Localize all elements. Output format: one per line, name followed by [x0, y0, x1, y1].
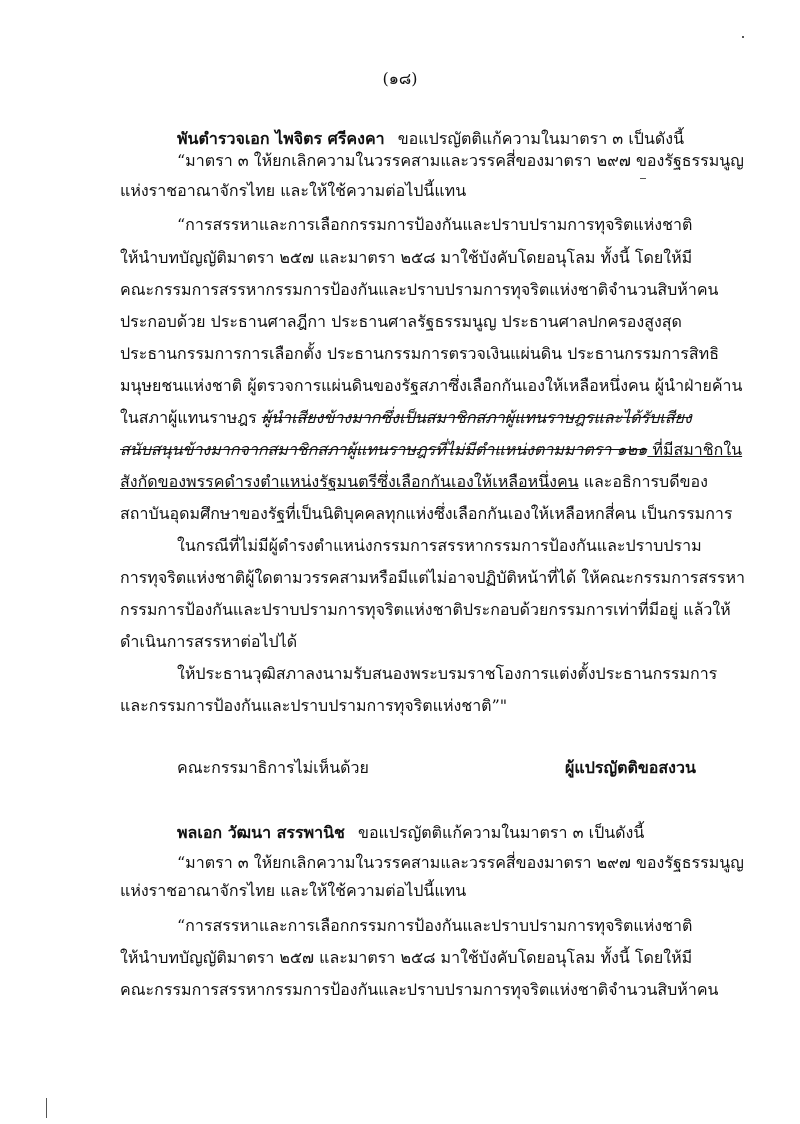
- reservation-note: ผู้แปรญัตติขอสงวน: [565, 758, 696, 777]
- section1-para2-line3: คณะกรรมการสรรหากรรมการป้องกันและปราบปรามการทุจริตแห่งชาติจำนวนสิบห้าคน: [120, 280, 719, 299]
- section1-para2-line7-plain: ในสภาผู้แทนราษฎร: [120, 408, 262, 427]
- section1-para2-line8-struck: สนับสนุนข้างมากจากสมาชิกสภาผู้แทนราษฎรที่ไม่มีตำแหน่งตามมาตรา ๑๒๑: [120, 440, 648, 459]
- section1-para2-line9-underlined: สังกัดของพรรคดำรงตำแหน่งรัฐมนตรีซึ่งเลือกกันเองให้เหลือหนึ่งคน: [120, 472, 579, 491]
- section1-speaker: พันตำรวจเอก ไพจิตร ศรีคงคา: [177, 129, 385, 148]
- section1-para3-line2: การทุจริตแห่งชาติผู้ใดตามวรรคสามหรือมีแต่ไม่อาจปฏิบัติหน้าที่ได้ ให้คณะกรรมการสรรหา: [120, 568, 745, 587]
- section1-intro: ขอแปรญัตติแก้ความในมาตรา ๓ เป็นดังนี้: [397, 129, 685, 148]
- section1-para2-line8-underlined: ที่มีสมาชิกใน: [647, 440, 743, 459]
- section1-para2-line7: [120, 407, 720, 429]
- page-number: (๑๘): [382, 69, 418, 88]
- scan-mark: [46, 1098, 47, 1118]
- section1-para2-line9: [120, 471, 720, 493]
- section1-para2-line10: สถาบันอุดมศึกษาของรัฐที่เป็นนิติบุคคลทุกแห่งซึ่งเลือกกันเองให้เหลือหกสี่คน เป็นกรรมการ: [120, 504, 733, 523]
- section2-para2-line1: “การสรรหาและการเลือกกรรมการป้องกันและปราบปรามการทุจริตแห่งชาติ: [177, 916, 693, 935]
- section2-para2-line2: ให้นำบทบัญญัติมาตรา ๒๕๗ และมาตรา ๒๕๘ มาใช้บังคับโดยอนุโลม ทั้งนี้ โดยให้มี: [120, 948, 693, 967]
- section1-para4-line1: ให้ประธานวุฒิสภาลงนามรับสนองพระบรมราชโองการแต่งตั้งประธานกรรมการ: [177, 664, 718, 683]
- section2-para1-line1: “มาตรา ๓ ให้ยกเลิกความในวรรคสามและวรรคสี่ของมาตรา ๒๙๗ ของรัฐธรรมนูญ: [177, 853, 744, 872]
- section2-para2-line3: คณะกรรมการสรรหากรรมการป้องกันและปราบปรามการทุจริตแห่งชาติจำนวนสิบห้าคน: [120, 980, 719, 999]
- section1-para4-line2: และกรรมการป้องกันและปราบปรามการทุจริตแห่งชาติ”": [120, 696, 508, 715]
- section2-header: [177, 822, 722, 844]
- section1-para2-line8: [120, 439, 743, 461]
- section1-para2-line5: ประธานกรรมการการเลือกตั้ง ประธานกรรมการตรวจเงินแผ่นดิน ประธานกรรมการสิทธิ: [120, 344, 719, 363]
- section1-para2-line2: ให้นำบทบัญญัติมาตรา ๒๕๗ และมาตรา ๒๕๘ มาใช้บังคับโดยอนุโลม ทั้งนี้ โดยให้มี: [120, 248, 693, 267]
- section1-header: [177, 128, 722, 150]
- section1-para2-line6: มนุษยชนแห่งชาติ ผู้ตรวจการแผ่นดินของรัฐสภาซึ่งเลือกกันเองให้เหลือหนึ่งคน ผู้นำฝ่ายค้าน: [120, 376, 743, 395]
- section1-para2-line1: “การสรรหาและการเลือกกรรมการป้องกันและปราบปรามการทุจริตแห่งชาติ: [177, 215, 693, 234]
- section1-para2-line7-struck: ผู้นำเสียงข้างมากซึ่งเป็นสมาชิกสภาผู้แทนราษฎรและได้รับเสียง: [261, 408, 692, 427]
- committee-opinion: คณะกรรมาธิการไม่เห็นด้วย: [177, 758, 369, 777]
- section2-intro: ขอแปรญัตติแก้ความในมาตรา ๓ เป็นดังนี้: [358, 823, 645, 842]
- scan-speck: [640, 178, 646, 179]
- section1-para3-line3: กรรมการป้องกันและปราบปรามการทุจริตแห่งชาติประกอบด้วยกรรมการเท่าที่มีอยู่ แล้วให้: [120, 600, 731, 619]
- section1-para1-line1: “มาตรา ๓ ให้ยกเลิกความในวรรคสามและวรรคสี่ของมาตรา ๒๙๗ ของรัฐธรรมนูญ: [177, 151, 744, 170]
- section1-para3-line4: ดำเนินการสรรหาต่อไปได้: [120, 632, 298, 651]
- section1-para2-line4: ประกอบด้วย ประธานศาลฎีกา ประธานศาลรัฐธรรมนูญ ประธานศาลปกครองสูงสุด: [120, 312, 682, 331]
- committee-row: [0, 757, 800, 781]
- scan-speck: [742, 36, 744, 38]
- section2-speaker: พลเอก วัฒนา สรรพานิช: [177, 823, 345, 842]
- section2-para1-line2: แห่งราชอาณาจักรไทย และให้ใช้ความต่อไปนี้แทน: [120, 881, 467, 900]
- section1-para2-line9-plain: และอธิการบดีของ: [578, 472, 708, 491]
- section1-para1-line2: แห่งราชอาณาจักรไทย และให้ใช้ความต่อไปนี้แทน: [120, 181, 467, 200]
- section1-para3-line1: ในกรณีที่ไม่มีผู้ดำรงตำแหน่งกรรมการสรรหากรรมการป้องกันและปราบปราม: [177, 536, 702, 555]
